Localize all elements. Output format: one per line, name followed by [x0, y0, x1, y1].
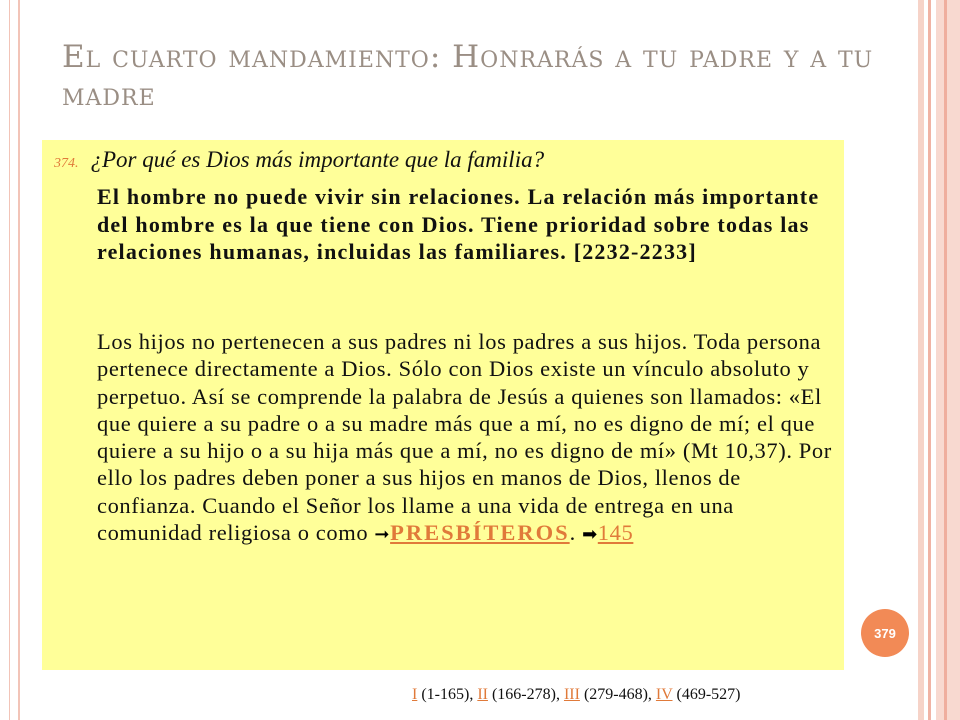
- nav-range: (1-165),: [417, 686, 478, 703]
- question: [54, 147, 834, 173]
- answer-bold-paragraph: El hombre no puede vivir sin relaciones. La relación más importante del hombre es la que tiene con Dios. Tiene prioridad sobre todas las relaciones humanas, incluidas las familiares. [2232-2233]: [97, 184, 820, 264]
- page-number-badge: 379: [861, 609, 909, 657]
- nav-range: (279-468),: [579, 686, 656, 703]
- answer-paragraph-text: Los hijos no pertenecen a sus padres ni los padres a sus hijos. Toda persona pertenece directamente a Dios. Sólo con Dios existe un vínculo absoluto y perpetuo. Así se comprende la palabra de Jesús a quienes son llamados: «El que quiere a su padre o a su madre más que a mí, no es digno de mí; el que quiere a su hijo o a su hija más que a mí, no es digno de mí» (Mt 10,37). Por ello los padres deben poner a sus hijos en manos de Dios, llenos de confianza. Cuando el Señor los llame a una vida de entrega en una comunidad religiosa o como: [97, 329, 832, 546]
- question-text: ¿Por qué es Dios más importante que la familia?: [90, 147, 545, 172]
- right-border-decoration: [944, 0, 947, 720]
- footer-navigation: [412, 686, 852, 704]
- link-145[interactable]: 145: [597, 520, 634, 546]
- arrow-right-icon: ➞: [374, 524, 391, 545]
- nav-link-part-4[interactable]: IV: [655, 686, 673, 703]
- question-number: 374.: [54, 156, 79, 171]
- after-link-text: .: [569, 520, 583, 546]
- right-border-decoration: [918, 0, 924, 720]
- nav-link-part-1[interactable]: I: [412, 686, 418, 703]
- right-border-decoration: [928, 0, 931, 720]
- nav-range: (469-527): [672, 686, 741, 703]
- nav-range: (166-278),: [487, 686, 564, 703]
- answer-paragraph: [97, 328, 837, 548]
- content-box: [42, 140, 844, 670]
- slide-title: El cuarto mandamiento: Honrarás a tu padre y a tu madre: [62, 39, 874, 113]
- nav-link-part-2[interactable]: II: [477, 686, 488, 703]
- right-border-decoration: [936, 0, 960, 720]
- presbiteros-link[interactable]: PRESBÍTEROS: [390, 520, 570, 546]
- nav-link-part-3[interactable]: III: [563, 686, 580, 703]
- left-border-decoration: [0, 0, 20, 720]
- arrow-right-icon: ➡: [582, 524, 598, 545]
